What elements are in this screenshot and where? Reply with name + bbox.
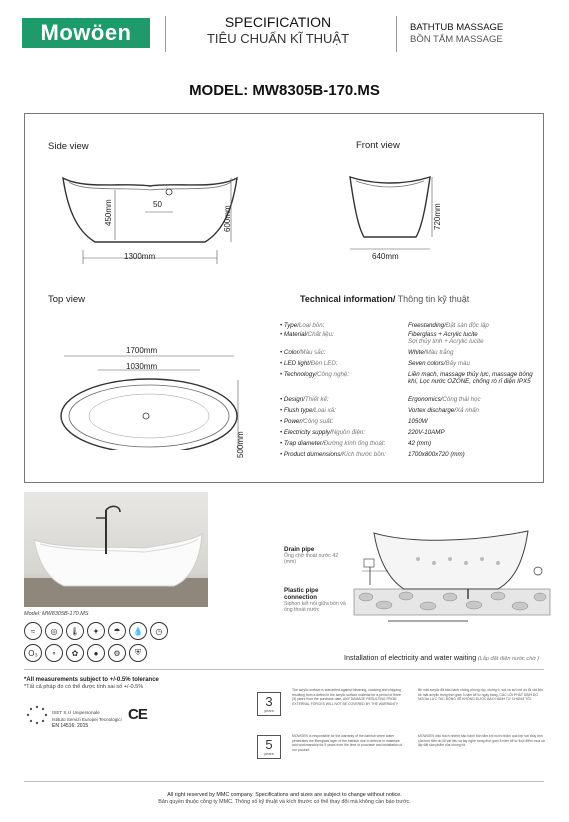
spec-key: Technology xyxy=(283,371,316,378)
spec-value: 42 (mm) xyxy=(408,440,432,447)
led-icon: ● xyxy=(87,644,105,662)
tech-title-en: Technical information/ xyxy=(300,294,396,304)
warranty-text-en: The acrylic surface is warranted against blistering, cracking and chipping resulting from a defect in the acrylic surface material for a period of three (3) years from the purchase date. ANY DAMAGE RESULTING FROM EXTERNAL FORCES WILL NOT BE COVERED BY THE WARRANTY. xyxy=(292,688,401,706)
warranty-badge-5 xyxy=(257,735,281,759)
side-gap: 50 xyxy=(153,200,162,209)
cert-line-2: Istituto Servizi Europei Tecnologici xyxy=(52,716,122,722)
warranty-text-vi: MOWOEN chịu trách nhiệm bảo hành bồn tắm khi nước thấm qua lớp sợi thủy tinh của bồn tắm do lỗi vật liệu và tay nghề trong thời gian 5 năm kể từ thời điểm mua và lắp đặt sản phẩm của chúng tôi. xyxy=(418,734,545,748)
spec-key: Trap diameter xyxy=(283,440,322,447)
spec-key-vi: Loại xả xyxy=(314,407,335,414)
spec-key-vi: Đường kính ống thoát xyxy=(323,440,384,447)
spec-key-vi: Công suất xyxy=(303,418,332,425)
spec-row: • Power/Công suất: 1050W xyxy=(280,418,540,425)
header-divider xyxy=(396,16,397,52)
warranty-number: 3 xyxy=(265,694,273,709)
category-label-vi: BỒN TẮM MASSAGE xyxy=(410,34,503,45)
warranty-number: 5 xyxy=(265,737,273,752)
spec-value-sub: Sợi thủy tinh + Acrylic lucite xyxy=(408,338,484,345)
spec-key: Power xyxy=(283,418,302,425)
spec-row: • Design/Thiết kế: Ergonomics/Công thái học xyxy=(280,396,481,403)
spec-row: • Technology/Công nghệ: Liền mạch, massage thủy lực, massage bóng khí, Lọc nước OZONE, chống rò rỉ điện IPX5 xyxy=(280,371,540,385)
spec-key-vi: Chất liệu xyxy=(307,331,333,338)
warranty-badge-3 xyxy=(257,692,281,716)
header-title-block xyxy=(178,14,378,46)
category-block xyxy=(410,22,550,45)
brand-logo: Mowöen xyxy=(22,18,150,48)
wave-massage-icon: ≈ xyxy=(24,622,42,640)
spec-key: Electricity supply xyxy=(283,429,330,436)
spec-key: Material xyxy=(283,331,306,338)
model-title: MODEL: MW8305B-170.MS xyxy=(189,82,380,99)
spec-key: Type xyxy=(283,322,298,329)
ozone-icon: O₃ xyxy=(24,644,42,662)
front-height: 720mm xyxy=(433,203,442,230)
spec-value: Vortex discharge xyxy=(408,407,455,414)
installation-title-vi: (Lắp đặt điện nước chờ ) xyxy=(476,656,540,662)
tolerance-vi: *Tất cả pháp đo có thể được tính sai số +/-0.5% xyxy=(24,684,144,690)
spec-value: White xyxy=(408,349,424,356)
spec-key-vi: Nguồn điện xyxy=(331,429,364,436)
feature-icons xyxy=(24,622,174,662)
top-width-2: 1030mm xyxy=(126,362,158,371)
spec-value: 1700x800x720 (mm) xyxy=(408,451,465,458)
eu-stars-icon xyxy=(24,704,50,726)
side-height-1: 450mm xyxy=(104,199,113,226)
spec-key: Design xyxy=(283,396,304,403)
cert-text xyxy=(52,710,122,730)
spec-value: Ergonomics xyxy=(408,396,441,403)
timer-icon: ◷ xyxy=(150,622,168,640)
spec-key: LED light xyxy=(283,360,309,367)
shield-icon: ⛨ xyxy=(129,644,147,662)
bubble-icon: ∘ xyxy=(45,644,63,662)
spec-value-vi: Xả nhấn xyxy=(455,407,479,414)
spec-value: Seven colors xyxy=(408,360,444,367)
plastic-pipe-desc: Siphon kết nối giữa bồn và ống thoát nước xyxy=(284,601,346,614)
spec-key: Flush type xyxy=(283,407,313,414)
spec-row: • Product dumensions/Kích thước bồn: 1700x800x720 (mm) xyxy=(280,451,540,458)
tolerance-en: *All measurements subject to +/-0.5% tolerance xyxy=(24,677,159,683)
spec-key-vi: Loại bồn xyxy=(298,322,323,329)
tech-title xyxy=(300,294,469,304)
category-label: BATHTUB MASSAGE xyxy=(410,22,504,33)
front-view-label: Front view xyxy=(356,140,400,151)
top-depth: 500mm xyxy=(236,431,245,458)
top-view-label: Top view xyxy=(48,294,85,305)
plastic-pipe-title: Plastic pipe connection xyxy=(284,587,319,601)
front-view-drawing xyxy=(340,165,440,265)
spec-row: • Type/Loại bồn: Freestanding/Đặt sàn độc lập xyxy=(280,322,489,329)
warranty-text-en: MOWOEN is responsible for the warranty of the bathtub when water penetrates the fiberglass layer of the bathtub due to defects in materials and workmanship for 5 years from the time of purchase and installation of our product. xyxy=(292,734,403,752)
spec-row: • Color/Màu sắc: White/Màu trắng xyxy=(280,349,454,356)
side-view-label: Side view xyxy=(48,141,89,152)
spec-value: Freestanding xyxy=(408,322,445,329)
spec-key: Color xyxy=(283,349,299,356)
top-width-1: 1700mm xyxy=(126,346,158,355)
spec-title-vi: TIÊU CHUẨN KĨ THUẬT xyxy=(206,31,350,46)
spec-value: 220V-10AMP xyxy=(408,429,445,436)
spec-value-vi: Đặt sàn độc lập xyxy=(445,322,489,329)
water-drop-icon: 💧 xyxy=(129,622,147,640)
front-width: 640mm xyxy=(372,252,399,261)
thermometer-icon: 🌡 xyxy=(66,622,84,640)
photo-caption: Model: MW8305B-170.MS xyxy=(24,611,89,617)
spec-value-vi: Công thái học xyxy=(442,396,481,403)
header-divider xyxy=(165,16,166,52)
spec-row: • Material/Chất liệu: Fiberglass + Acrylic lucite Sợi thủy tinh + Acrylic lucite xyxy=(280,331,540,345)
top-view-drawing xyxy=(50,340,250,450)
warranty-text-vi: Bề mặt acrylic đã bảo hành chống phồng rộp, chống ô, sứt và sứt mẻ do lỗi vật liệu bề mặt acrylic trong thời gian 3 năm kể từ ngày bàng. CÁC LỖI PHÁT SINH DO NGOẠI LỰC TÁC ĐỘNG SẼ KHÔNG ĐƯỢC BẢO HÀNH TỪ CHÚNG TÔI. xyxy=(418,688,543,702)
section-divider xyxy=(24,669,544,670)
tolerance-note xyxy=(24,677,159,690)
spec-key-vi: Kích thước bồn xyxy=(342,451,385,458)
installation-title: Installation of electricity and water waiting xyxy=(344,653,477,662)
spec-value-vi: Bảy màu xyxy=(445,360,470,367)
drain-icon: ✿ xyxy=(66,644,84,662)
shower-icon: ☂ xyxy=(108,622,126,640)
spec-value: Fiberglass + Acrylic lucite xyxy=(408,331,478,338)
spec-row: • Flush type/Loại xả: Vortex discharge/Xả nhấn xyxy=(280,407,479,414)
spec-key-vi: Màu sắc xyxy=(300,349,324,356)
warranty-unit: years xyxy=(264,708,274,713)
warranty-unit: years xyxy=(264,751,274,756)
installation-drawing xyxy=(348,523,553,643)
footer-divider xyxy=(24,781,544,782)
spec-key-vi: Đèn LED xyxy=(310,360,336,367)
spec-row: • LED light/Đèn LED: Seven colors/Bảy màu xyxy=(280,360,470,367)
footer xyxy=(0,792,569,805)
installation-caption xyxy=(344,653,539,662)
settings-icon: ⚙ xyxy=(108,644,126,662)
spec-title: SPECIFICATION xyxy=(224,14,332,30)
drain-pipe-desc: Ống chờ thoát nước 42 (mm) xyxy=(284,553,339,566)
side-width: 1300mm xyxy=(124,252,156,261)
product-photo xyxy=(24,492,208,607)
tech-title-vi: Thông tin kỹ thuật xyxy=(395,294,470,304)
footer-en: All right reserved by MMC company. Specifications and sizes are subject to change without notice. xyxy=(167,792,402,798)
bathtub-image xyxy=(24,492,208,607)
spec-row: • Electricity supply/Nguồn điện: 220V-10AMP xyxy=(280,429,540,436)
jet-icon: ◎ xyxy=(45,622,63,640)
spec-value: Liền mạch, massage thủy lực, massage bóng khí, Lọc nước OZONE, chống rò rỉ điện IPX5 xyxy=(408,371,533,385)
spec-key-vi: Thiết kế xyxy=(304,396,327,403)
footer-vi: Bản quyền thuộc công ty MMC. Thông số kỹ thuật và kích thước có thể thay đổi mà không cần báo trước. xyxy=(158,799,411,805)
cert-standard: EN 14516: 2015 xyxy=(52,723,89,730)
spec-value: 1050W xyxy=(408,418,428,425)
spec-value-vi: Màu trắng xyxy=(425,349,454,356)
spec-key: Product dumensions xyxy=(283,451,341,458)
plastic-pipe-block xyxy=(284,587,346,614)
cert-line-1: ISET S.r.l Unipersonale xyxy=(52,710,100,715)
side-height-2: 600mm xyxy=(223,205,232,232)
spec-row: • Trap diameter/Đường kính ống thoát: 42 (mm) xyxy=(280,440,540,447)
spec-key-vi: Công nghệ xyxy=(317,371,348,378)
ce-mark: CE xyxy=(128,706,147,723)
drain-pipe-block xyxy=(284,546,346,566)
drain-pipe-title: Drain pipe xyxy=(284,546,315,553)
light-bulb-icon: ✦ xyxy=(87,622,105,640)
